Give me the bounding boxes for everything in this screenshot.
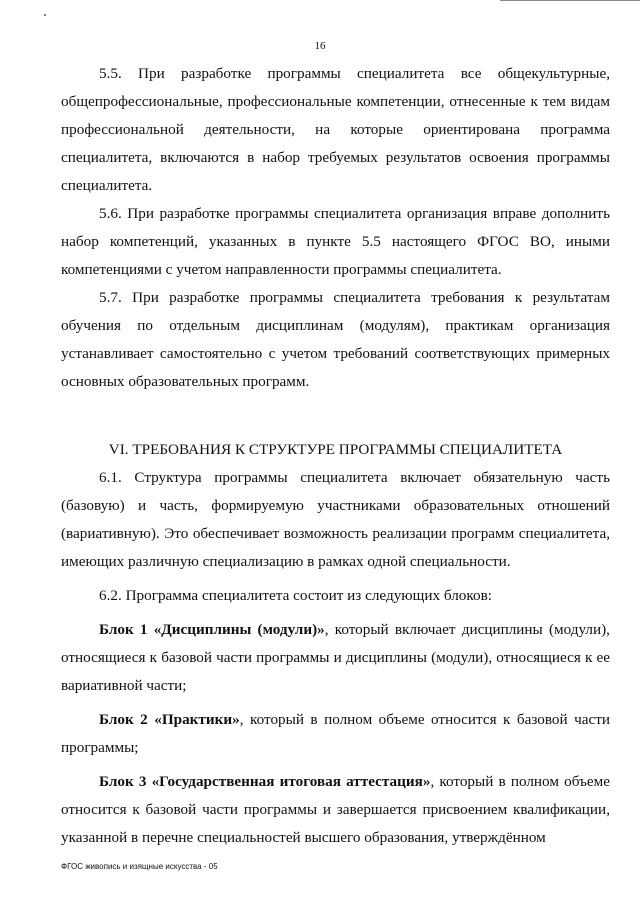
- paragraph-5-7: 5.7. При разработке программы специалитета требования к результатам обучения по отдельным дисциплинам (модулям), практикам организация устанавливает самостоятельно с учетом требований соответствующих примерных основных образовательных программ.: [61, 289, 610, 390]
- scan-edge-line: [500, 0, 640, 1]
- scan-speck: [44, 14, 46, 16]
- paragraph-5-6: 5.6. При разработке программы специалитета организация вправе дополнить набор компетенций, указанных в пункте 5.5 настоящего ФГОС ВО, иными компетенциями с учетом направленности программы специалитета.: [61, 205, 610, 278]
- block-3-paragraph: [61, 768, 610, 852]
- section-heading: VI. ТРЕБОВАНИЯ К СТРУКТУРЕ ПРОГРАММЫ СПЕЦИАЛИТЕТА: [108, 441, 563, 458]
- paragraph-6-2: 6.2. Программа специалитета состоит из следующих блоков:: [99, 587, 492, 604]
- page-number: 16: [314, 40, 326, 52]
- block-1-title: Блок 1 «Дисциплины (модули)»: [99, 621, 325, 638]
- document-body: [61, 60, 610, 852]
- block-1-paragraph: [61, 616, 610, 700]
- document-footer: ФГОС живопись и изящные искусства - 05: [61, 862, 218, 871]
- block-2-text: , который в полном объеме относится к базовой части программы;: [61, 711, 611, 756]
- block-2-paragraph: [61, 706, 610, 762]
- block-3-title: Блок 3 «Государственная итоговая аттестация»: [99, 773, 431, 790]
- block-3-text: , который в полном объеме относится к базовой части программы и завершается присвоением квалификации, указанной в перечне специальностей высшего образования, утверждённом: [61, 773, 610, 846]
- paragraph-5-5: 5.5. При разработке программы специалитета все общекультурные, общепрофессиональные, профессиональные компетенции, отнесенные к тем видам профессиональной деятельности, на которые ориентирована программа специалитета, включаются в набор требуемых результатов освоения программы специалитета.: [61, 65, 610, 194]
- block-2-title: Блок 2 «Практики»: [99, 711, 240, 728]
- block-1-text: , который включает дисциплины (модули), относящиеся к базовой части программы и дисциплины (модули), относящиеся к ее вариативной части;: [61, 621, 610, 694]
- paragraph-6-1: 6.1. Структура программы специалитета включает обязательную часть (базовую) и часть, формируемую участниками образовательных отношений (вариативную). Это обеспечивает возможность реализации программ специалитета, имеющих различную специализацию в рамках одной специальности.: [61, 469, 610, 570]
